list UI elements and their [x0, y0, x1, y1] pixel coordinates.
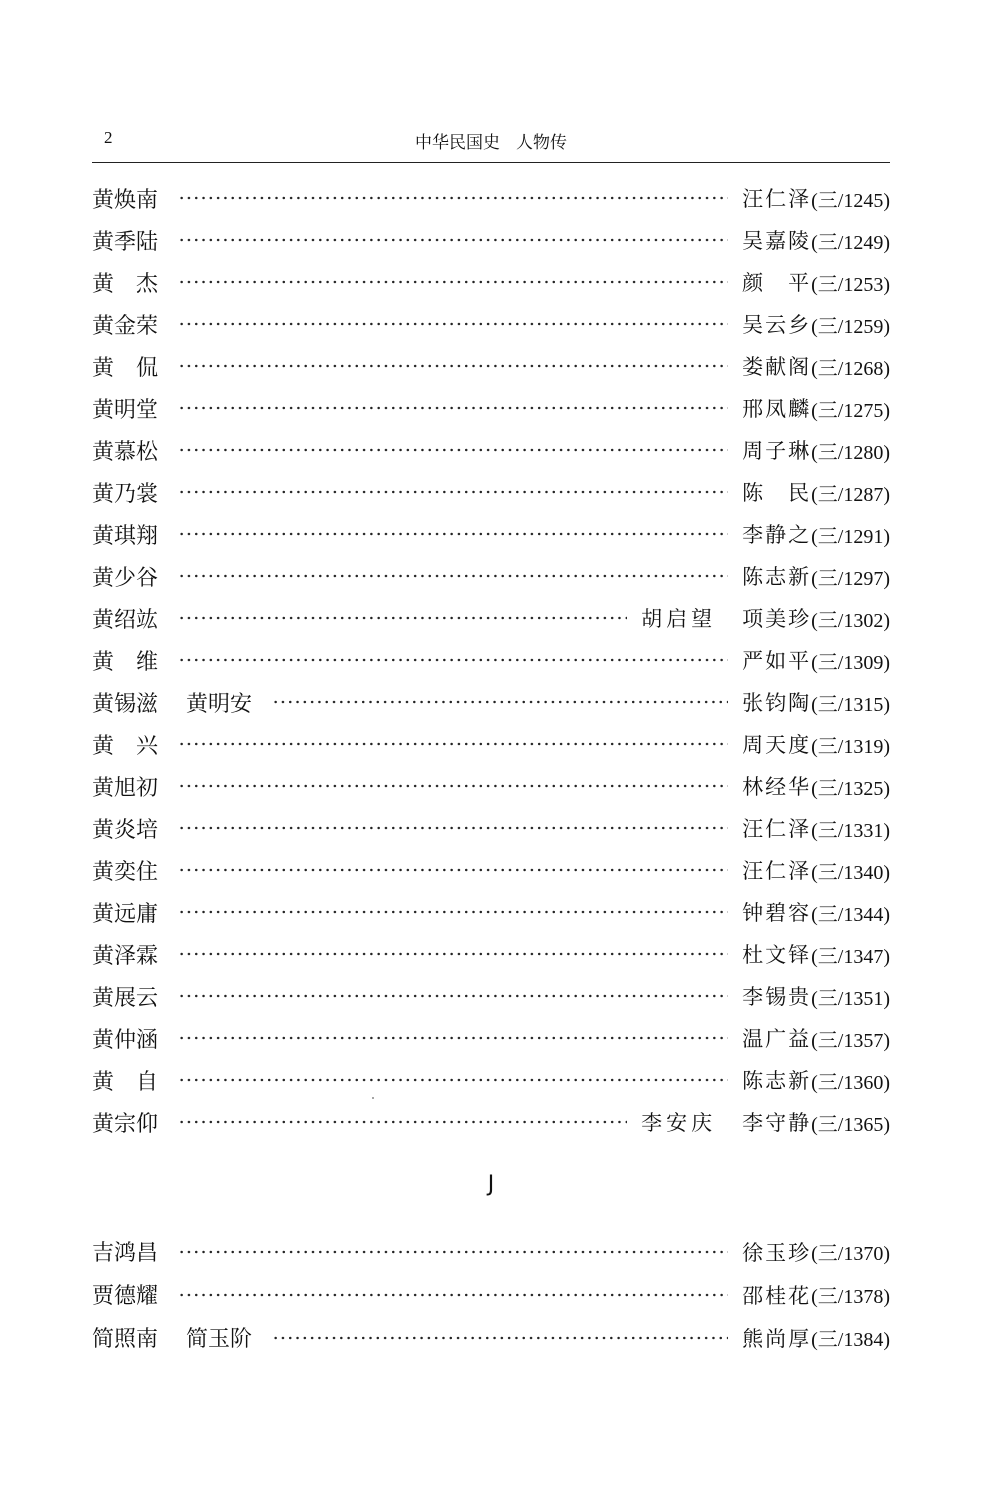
entry-volume-page-ref: (三/1309) [811, 651, 890, 674]
toc-entry[interactable] [92, 1273, 890, 1316]
entry-subject: 黄 自 [92, 1069, 159, 1095]
entry-author: 吴云乡 [742, 313, 812, 337]
entry-volume-page-ref: (三/1384) [811, 1329, 890, 1351]
entry-subject: 黄展云 [92, 985, 159, 1011]
dot-leader [178, 907, 728, 917]
entry-subject: 简照南 [92, 1327, 159, 1352]
entry-volume-page-ref: (三/1344) [811, 903, 890, 926]
toc-entry[interactable] [92, 1101, 890, 1143]
entry-volume-page-ref: (三/1297) [811, 567, 890, 590]
toc-entry[interactable] [92, 555, 890, 597]
toc-entry[interactable] [92, 1316, 890, 1359]
entry-subject: 黄锡滋 [92, 691, 159, 717]
dot-leader [178, 949, 728, 959]
toc-entry[interactable] [92, 723, 890, 765]
entry-subject: 黄季陆 [92, 229, 159, 255]
dot-leader [178, 781, 728, 791]
dot-leader [272, 1333, 728, 1343]
entry-volume-page-ref: (三/1357) [811, 1029, 890, 1052]
entry-author: 汪仁泽 [742, 817, 812, 841]
entry-subject: 黄绍竑 [92, 607, 159, 633]
dot-leader [178, 1117, 627, 1127]
header-divider [92, 162, 890, 163]
dot-leader [178, 865, 728, 875]
dot-leader [178, 445, 728, 455]
entry-volume-page-ref: (三/1347) [811, 945, 890, 968]
dot-leader [178, 991, 728, 1001]
entry-author: 李守静 [742, 1111, 812, 1135]
entry-author: 汪仁泽 [742, 859, 812, 883]
dot-leader [178, 529, 728, 539]
scan-speck [372, 1097, 374, 1099]
entry-subject: 黄金荣 [92, 313, 159, 339]
entry-author: 张钧陶 [742, 691, 812, 715]
entry-author: 邢凤麟 [742, 397, 812, 421]
entry-subject: 黄宗仰 [92, 1111, 159, 1137]
toc-entry[interactable] [92, 849, 890, 891]
entry-volume-page-ref: (三/1275) [811, 399, 890, 422]
entry-author: 娄献阁 [742, 355, 812, 379]
entry-subject: 黄少谷 [92, 565, 159, 591]
entry-author: 汪仁泽 [742, 187, 812, 211]
dot-leader [178, 1247, 728, 1257]
entry-author: 严如平 [742, 649, 812, 673]
entry-volume-page-ref: (三/1249) [811, 231, 890, 254]
dot-leader [178, 403, 728, 413]
entry-subject: 黄 杰 [92, 271, 159, 297]
entry-subject: 黄泽霖 [92, 943, 159, 969]
dot-leader [178, 319, 728, 329]
toc-section-j [92, 1230, 890, 1359]
toc-entry[interactable] [92, 639, 890, 681]
toc-entry[interactable] [92, 261, 890, 303]
dot-leader [178, 571, 728, 581]
entry-subject: 贾德耀 [92, 1284, 159, 1309]
entry-author: 陈志新 [742, 565, 812, 589]
entry-volume-page-ref: (三/1280) [811, 441, 890, 464]
entry-volume-page-ref: (三/1331) [811, 819, 890, 842]
entry-author: 钟碧容 [742, 901, 812, 925]
entry-author: 熊尚厚 [742, 1326, 812, 1351]
entry-volume-page-ref: (三/1287) [811, 483, 890, 506]
entry-volume-page-ref: (三/1360) [811, 1071, 890, 1094]
entry-subject: 黄琪翔 [92, 523, 159, 549]
entry-subject: 黄焕南 [92, 187, 159, 213]
entry-author: 陈志新 [742, 1069, 812, 1093]
entry-author: 杜文铎 [742, 943, 812, 967]
dot-leader [178, 823, 728, 833]
entry-subject: 黄 侃 [92, 355, 159, 381]
toc-entry[interactable] [92, 807, 890, 849]
section-heading-j: J [487, 1172, 495, 1197]
entry-volume-page-ref: (三/1253) [811, 273, 890, 296]
entry-co-subject: 黄明安 [186, 691, 253, 717]
book-subtitle: 人物传 [516, 133, 567, 153]
entry-volume-page-ref: (三/1302) [811, 609, 890, 632]
dot-leader [178, 655, 728, 665]
entry-author: 吴嘉陵 [742, 229, 812, 253]
entry-subject: 黄仲涵 [92, 1027, 159, 1053]
dot-leader [178, 613, 627, 623]
entry-subject: 吉鸿昌 [92, 1241, 159, 1266]
toc-entry[interactable] [92, 681, 890, 723]
entry-subject: 黄 维 [92, 649, 159, 675]
toc-entry[interactable] [92, 513, 890, 555]
entry-volume-page-ref: (三/1340) [811, 861, 890, 884]
dot-leader [178, 1075, 728, 1085]
entry-author: 周天度 [742, 733, 812, 757]
entry-subject: 黄炎培 [92, 817, 159, 843]
entry-volume-page-ref: (三/1351) [811, 987, 890, 1010]
dot-leader [178, 361, 728, 371]
entry-volume-page-ref: (三/1315) [811, 693, 890, 716]
entry-co-author: 李安庆 [641, 1111, 717, 1135]
dot-leader [178, 1033, 728, 1043]
toc-entry[interactable] [92, 303, 890, 345]
toc-entry[interactable] [92, 975, 890, 1017]
toc-entry[interactable] [92, 429, 890, 471]
entry-volume-page-ref: (三/1319) [811, 735, 890, 758]
entry-volume-page-ref: (三/1291) [811, 525, 890, 548]
running-title [92, 128, 890, 153]
entry-subject: 黄奕住 [92, 859, 159, 885]
entry-author: 温广益 [742, 1027, 812, 1051]
entry-subject: 黄旭初 [92, 775, 159, 801]
entry-volume-page-ref: (三/1370) [811, 1243, 890, 1265]
toc-entry[interactable] [92, 345, 890, 387]
toc-entry[interactable] [92, 177, 890, 219]
entry-volume-page-ref: (三/1378) [811, 1286, 890, 1308]
toc-entry[interactable] [92, 387, 890, 429]
toc-entry[interactable] [92, 1017, 890, 1059]
dot-leader [178, 193, 728, 203]
book-title: 中华民国史 [415, 133, 500, 153]
entry-co-subject: 简玉阶 [186, 1327, 253, 1352]
entry-author: 李锡贵 [742, 985, 812, 1009]
entry-author: 项美珍 [742, 607, 812, 631]
dot-leader [178, 235, 728, 245]
entry-volume-page-ref: (三/1245) [811, 189, 890, 212]
toc-section-h [92, 177, 890, 1143]
entry-volume-page-ref: (三/1325) [811, 777, 890, 800]
entry-author: 颜 平 [742, 271, 812, 295]
entry-subject: 黄慕松 [92, 439, 159, 465]
dot-leader [178, 739, 728, 749]
entry-author: 周子琳 [742, 439, 812, 463]
dot-leader [178, 277, 728, 287]
dot-leader [178, 1290, 728, 1300]
page-number: 2 [104, 128, 113, 147]
dot-leader [178, 487, 728, 497]
toc-entry[interactable] [92, 1059, 890, 1101]
entry-co-author: 胡启望 [641, 607, 717, 631]
entry-subject: 黄 兴 [92, 733, 159, 759]
toc-entry[interactable] [92, 1230, 890, 1273]
entry-author: 林经华 [742, 775, 812, 799]
entry-volume-page-ref: (三/1259) [811, 315, 890, 338]
toc-entry[interactable] [92, 765, 890, 807]
entry-volume-page-ref: (三/1365) [811, 1113, 890, 1136]
toc-entry[interactable] [92, 471, 890, 513]
entry-subject: 黄远庸 [92, 901, 159, 927]
toc-entry[interactable] [92, 933, 890, 975]
entry-author: 李静之 [742, 523, 812, 547]
entry-author: 徐玉珍 [742, 1240, 812, 1265]
page-header [92, 128, 890, 154]
toc-entry[interactable] [92, 891, 890, 933]
toc-entry[interactable] [92, 597, 890, 639]
entry-volume-page-ref: (三/1268) [811, 357, 890, 380]
entry-subject: 黄明堂 [92, 397, 159, 423]
entry-author: 陈 民 [742, 481, 812, 505]
dot-leader [272, 697, 728, 707]
entry-author: 邵桂花 [742, 1283, 812, 1308]
toc-entry[interactable] [92, 219, 890, 261]
entry-subject: 黄乃裳 [92, 481, 159, 507]
